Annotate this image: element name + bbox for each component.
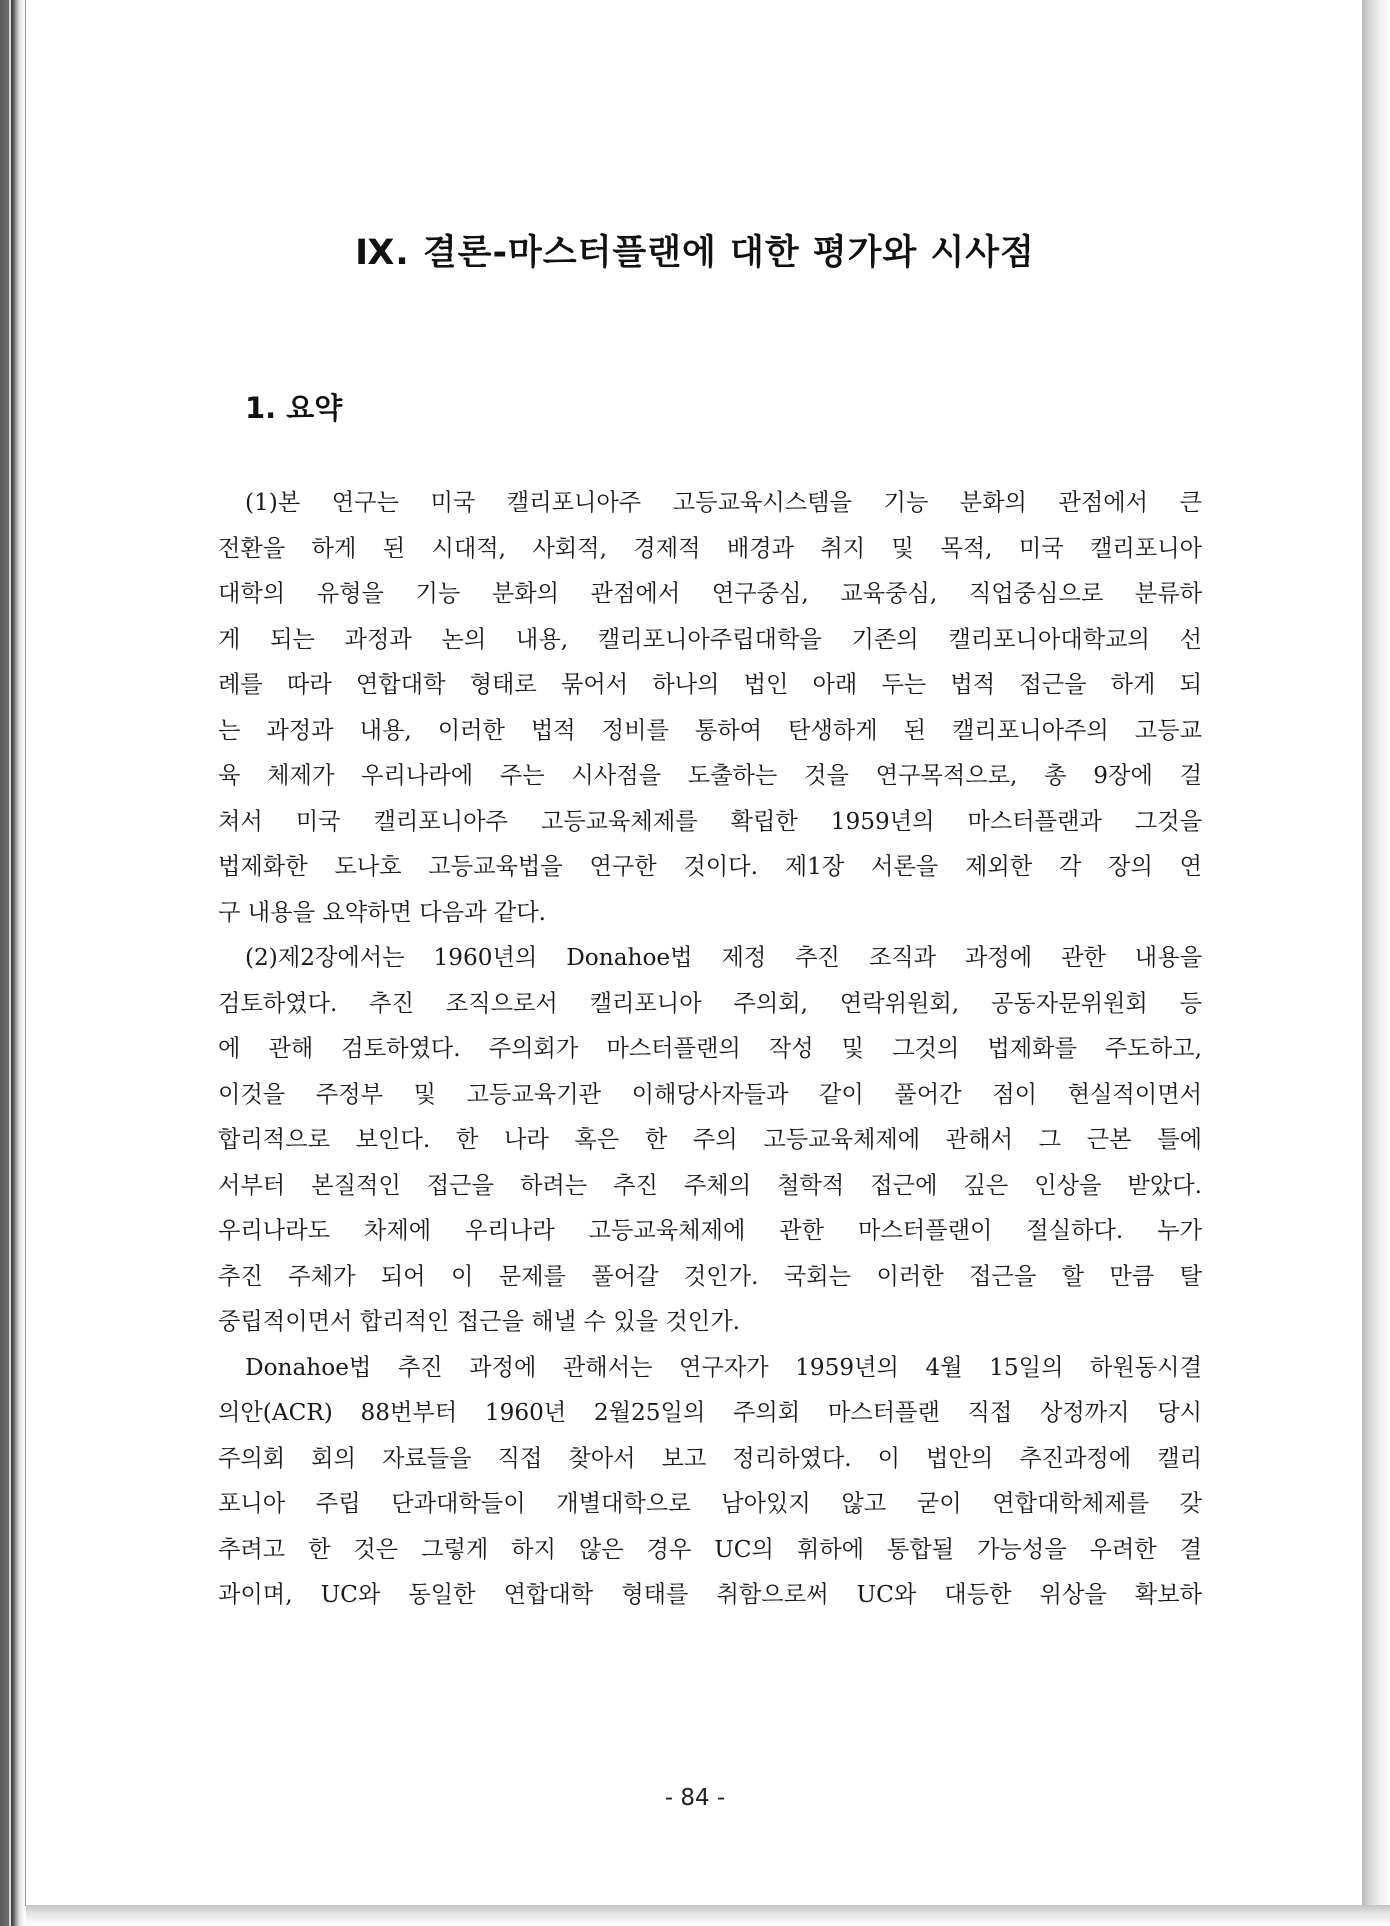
text-line: 추려고 한 것은 그렇게 하지 않은 경우 UC의 휘하에 통합될 가능성을 우려한 결 xyxy=(218,1535,1202,1563)
page-number: - 84 - xyxy=(664,1785,726,1811)
text-line: Donahoe법 추진 과정에 관해서는 연구자가 1959년의 4월 15일의 하원동시결 xyxy=(245,1353,1202,1381)
text-line: (1)본 연구는 미국 캘리포니아주 고등교육시스템을 기능 분화의 관점에서 큰 xyxy=(245,489,1202,516)
text-line: 구 내용을 요약하면 다음과 같다. xyxy=(218,898,547,926)
text-line: 포니아 주립 단과대학들이 개별대학으로 남아있지 않고 굳이 연합대학체제를 갖 xyxy=(218,1490,1202,1517)
text-line: 전환을 하게 된 시대적, 사회적, 경제적 배경과 취지 및 목적, 미국 캘리포니아 xyxy=(218,534,1202,562)
text-line: 추진 주체가 되어 이 문제를 풀어갈 것인가. 국회는 이러한 접근을 할 만큼 탈 xyxy=(218,1262,1202,1290)
text-line: 쳐서 미국 캘리포니아주 고등교육체제를 확립한 1959년의 마스터플랜과 그것을 xyxy=(218,807,1202,835)
text-line: 게 되는 과정과 논의 내용, 캘리포니아주립대학을 기존의 캘리포니아대학교의 선 xyxy=(218,625,1202,653)
text-line: 육 체제가 우리나라에 주는 시사점을 도출하는 것을 연구목적으로, 총 9장에 걸 xyxy=(218,762,1202,789)
text-line: 의안(ACR) 88번부터 1960년 2월25일의 주의회 마스터플랜 직접 상정까지 당시 xyxy=(218,1399,1202,1426)
text-line: 합리적으로 보인다. 한 나라 혹은 한 주의 고등교육체제에 관해서 그 근본 틀에 xyxy=(218,1126,1202,1153)
text-line: 는 과정과 내용, 이러한 법적 정비를 통하여 탄생하게 된 캘리포니아주의 고등교 xyxy=(218,716,1202,744)
text-line: 주의회 회의 자료들을 직접 찾아서 보고 정리하였다. 이 법안의 추진과정에 캘리 xyxy=(218,1444,1202,1472)
text-line: (2)제2장에서는 1960년의 Donahoe법 제정 추진 조직과 과정에 관한 내용을 xyxy=(245,944,1202,971)
text-line: 법제화한 도나호 고등교육법을 연구한 것이다. 제1장 서론을 제외한 각 장의 연 xyxy=(218,853,1202,880)
text-line: 우리나라도 차제에 우리나라 고등교육체제에 관한 마스터플랜이 절실하다. 누가 xyxy=(218,1217,1202,1244)
text-line: 검토하였다. 추진 조직으로서 캘리포니아 주의회, 연락위원회, 공동자문위원회 등 xyxy=(218,989,1202,1017)
text-line: 이것을 주정부 및 고등교육기관 이해당사자들과 같이 풀어간 점이 현실적이면서 xyxy=(218,1080,1202,1108)
text-line: 서부터 본질적인 접근을 하려는 추진 주체의 철학적 접근에 깊은 인상을 받았다. xyxy=(218,1171,1202,1199)
page-edge-line xyxy=(9,0,11,1926)
page-shadow-right xyxy=(1362,0,1390,1926)
text-line: 례를 따라 연합대학 형태로 묶어서 하나의 법인 아래 두는 법적 접근을 하게 되 xyxy=(218,671,1202,698)
chapter-title: Ⅸ. 결론-마스터플랜에 대한 평가와 시사점 xyxy=(355,233,1035,273)
section-heading: 1. 요약 xyxy=(245,391,343,425)
page-shadow-bottom xyxy=(26,1905,1390,1926)
text-line: 대학의 유형을 기능 분화의 관점에서 연구중심, 교육중심, 직업중심으로 분류하 xyxy=(218,580,1202,607)
text-line: 과이며, UC와 동일한 연합대학 형태를 취함으로써 UC와 대등한 위상을 확보하 xyxy=(218,1581,1202,1608)
text-line: 에 관해 검토하였다. 주의회가 마스터플랜의 작성 및 그것의 법제화를 주도하고, xyxy=(218,1035,1202,1062)
text-line: 중립적이면서 합리적인 접근을 해낼 수 있을 것인가. xyxy=(218,1308,740,1335)
body-text xyxy=(218,480,1202,1618)
